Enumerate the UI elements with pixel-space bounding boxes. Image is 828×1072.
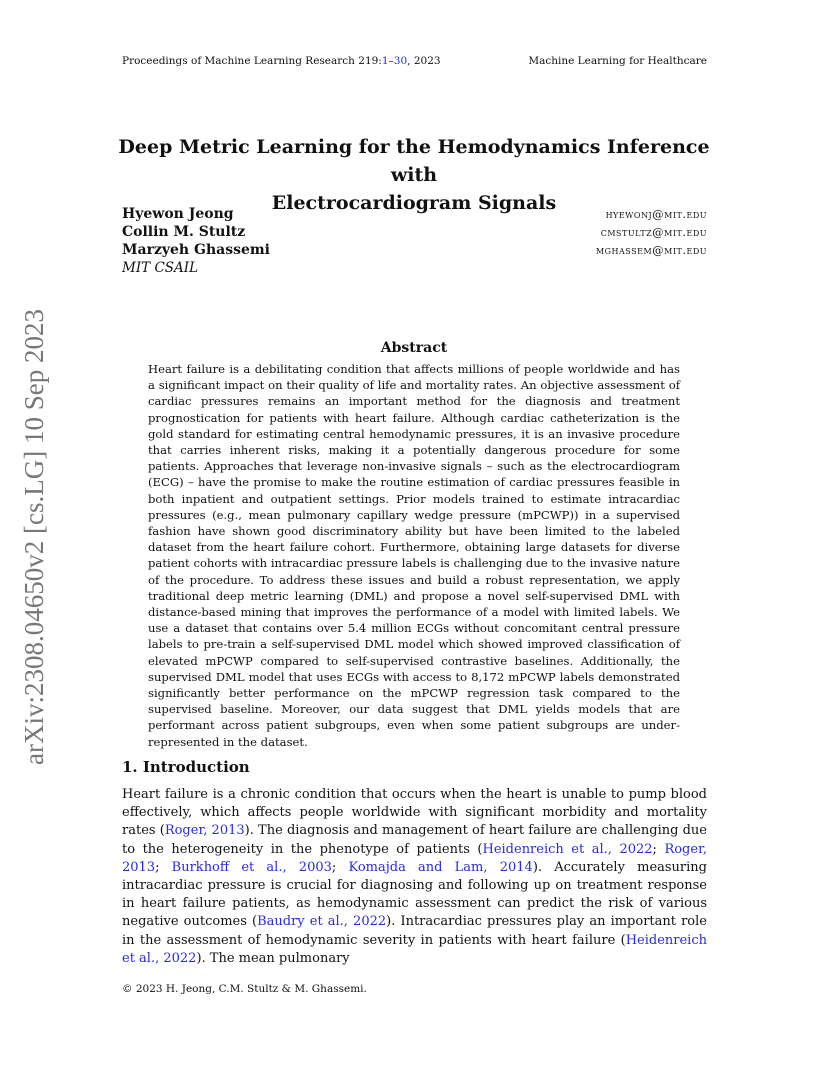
title-line-1: Deep Metric Learning for the Hemodynamics Inference with — [118, 136, 710, 186]
citation-link[interactable]: Roger, 2013 — [122, 841, 707, 875]
author-email: mghassem@mit.edu — [595, 243, 707, 257]
author-row — [122, 242, 707, 260]
author-row — [122, 224, 707, 242]
abstract-heading: Abstract — [380, 340, 448, 356]
intro-text: Heart failure is a chronic condition that occurs when the heart is unable to pump blood effectively, which affects people worldwide with significant morbidity and mortality rates ( — [122, 787, 707, 839]
proceedings-year: , 2023 — [407, 55, 441, 67]
proceedings-label: Proceedings of Machine Learning Research 219: — [122, 55, 382, 67]
arxiv-identifier: arXiv:2308.04650v2 [cs.LG] 10 Sep 2023 — [19, 309, 49, 765]
copyright-notice: © 2023 H. Jeong, C.M. Stultz & M. Ghassemi. — [122, 983, 367, 995]
citation-link[interactable]: Heidenreich et al., 2022 — [122, 932, 707, 966]
page-start-link[interactable]: 1 — [381, 55, 389, 67]
author-email: cmstultz@mit.edu — [600, 225, 707, 239]
citation-link[interactable]: Burkhoff et al., 2003 — [171, 859, 332, 875]
author-row — [122, 206, 707, 224]
intro-text: ). Accurately measuring intracardiac pressure is crucial for diagnosing and following up on treatment response in heart failure patients, as hemodynamic assessment can predict the risk of various negative outcomes ( — [122, 859, 707, 930]
running-head — [122, 55, 707, 67]
intro-text: ). Intracardiac pressures play an important role in the assessment of hemodynamic severity in patients with heart failure ( — [122, 914, 707, 948]
intro-text: ). The mean pulmonary — [196, 950, 350, 966]
paper-title — [100, 133, 728, 217]
introduction-body — [122, 786, 707, 968]
citation-link[interactable]: Roger, 2013 — [164, 823, 245, 839]
citation-link[interactable]: Baudry et al., 2022 — [257, 914, 387, 930]
running-head-left — [122, 55, 441, 67]
citation-link[interactable]: Komajda and Lam, 2014 — [348, 859, 533, 875]
abstract-body: Heart failure is a debilitating condition that affects millions of people worldwide and has a significant impact on their quality of life and mortality rates. An objective assessment of cardiac pressures remains an important method for the diagnosis and treatment prognostication for patients with heart failure. Although cardiac catheterization is the gold standard for estimating central hemodynamic pressures, it is an invasive procedure that carries inherent risks, making it a potentially dangerous procedure for some patients. Approaches that leverage non-invasive signals – such as the electrocardiogram (ECG) – have the promise to make the routine estimation of cardiac pressures feasible in both inpatient and outpatient settings. Prior models trained to estimate intracardiac pressures (e.g., mean pulmonary capillary wedge pressure (mPCWP)) in a supervised fashion have shown good discriminatory ability but have been limited to the labeled dataset from the heart failure cohort. Furthermore, obtaining large datasets for diverse patient cohorts with intracardiac pressure labels is challenging due to the invasive nature of the procedure. To address these issues and build a robust representation, we apply traditional deep metric learning (DML) and propose a novel self-supervised DML with distance-based mining that improves the performance of a model with limited labels. We use a dataset that contains over 5.4 million ECGs without concomitant central pressure labels to pre-train a self-supervised DML model which showed improved classification of elevated mPCWP compared to self-supervised contrastive baselines. Additionally, the supervised DML model that uses ECGs with access to 8,172 mPCWP labels demonstrated significantly better performance on the mPCWP regression task compared to the supervised baseline. Moreover, our data suggest that DML yields models that are performant across patient subgroups, even when some patient subgroups are under-represented in the dataset. — [148, 362, 680, 749]
intro-text: ; — [155, 859, 172, 875]
author-name: Marzyeh Ghassemi — [122, 242, 270, 258]
intro-text: ). The diagnosis and management of heart failure are challenging due to the heterogeneity in the phenotype of patients ( — [122, 823, 707, 857]
section-heading-introduction: 1. Introduction — [122, 758, 250, 776]
affiliation: MIT CSAIL — [122, 260, 199, 276]
author-block — [122, 206, 707, 276]
author-name: Hyewon Jeong — [122, 206, 234, 222]
page-range-dash: – — [388, 55, 394, 67]
running-head-right: Machine Learning for Healthcare — [528, 55, 707, 67]
page-end-link[interactable]: 30 — [393, 55, 408, 67]
author-name: Collin M. Stultz — [122, 224, 246, 240]
intro-text: ; — [331, 859, 349, 875]
author-email: hyewonj@mit.edu — [605, 207, 707, 221]
intro-text: ; — [652, 841, 665, 857]
title-line-2: Electrocardiogram Signals — [271, 192, 557, 214]
citation-link[interactable]: Heidenreich et al., 2022 — [482, 841, 653, 857]
